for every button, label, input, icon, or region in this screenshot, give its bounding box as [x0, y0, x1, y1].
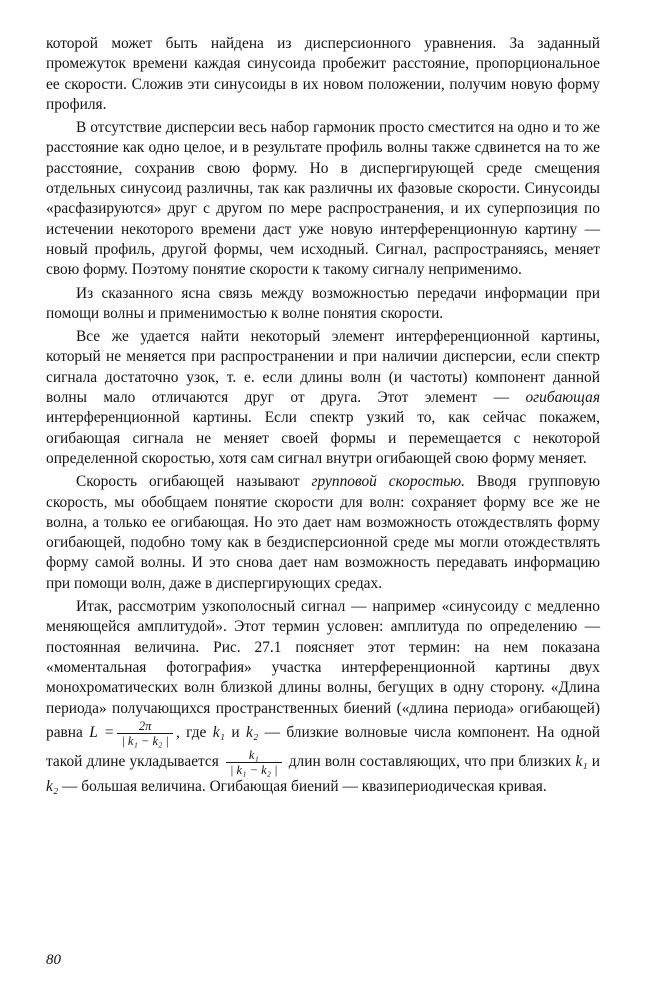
- paragraph-6-text-c: — близкие волновые числа компонент. На одной такой длине укладывается: [46, 723, 601, 770]
- paragraph-6: [46, 597, 600, 797]
- equation-lhs: L =: [89, 723, 115, 741]
- paragraph-5-text-b: Вводя групповую скорость, мы обобщаем понятие скорости для волн: сохраняет форму все же не волна, а только ее огибающая. Но это дает нам возможность отождествлять форму огибающей, подобно тому как в бездисперсионной среде мы могли отождествлять форму самой волны. И это снова дает нам возможность передавать информацию при помощи волн, даже в диспергирующих средах.: [46, 473, 601, 592]
- symbol-k2-second: k₂: [46, 777, 59, 795]
- fraction-beat-length: [117, 719, 173, 748]
- page-number: 80: [46, 952, 61, 968]
- paragraph-4-text-b: интерференционной картины. Если спектр узкий то, как сейчас покажем, огибающая сигнала не меняет своей формы и перемещается с некоторой определенной скоростью, хотя сам сигнал внутри огибающей свою форму меняет.: [46, 409, 600, 467]
- symbol-k2: k₂: [246, 723, 259, 741]
- symbol-k1: k₁: [212, 723, 225, 741]
- paragraph-6-text-b: , где: [175, 723, 213, 741]
- fraction-numerator: k₁: [248, 747, 259, 762]
- fraction-denominator: | k₁ − k₂ |: [226, 762, 282, 777]
- conjunction-and-second: и: [587, 752, 601, 770]
- conjunction-and: и: [224, 723, 246, 741]
- paragraph-6-text-a: Итак, рассмотрим узкополосный сигнал — например «синусоиду с медленно меняющейся амплитудой». Этот термин условен: амплитуда по определению — постоянная величина. Рис. 27.1 поясняет этот термин: на нем показана «моментальная фотография» участка интерференционной картины двух монохроматических волн близкой длины волны, бегущих в одну сторону. «Длина периода» получающихся пространственных биений («длина периода» огибающей) равна: [46, 598, 600, 741]
- term-envelope: огибающая: [525, 389, 600, 407]
- paragraph-6-text-d: длин волн составляющих, что при близких: [284, 752, 576, 770]
- fraction-denominator: | k₁ − k₂ |: [117, 733, 173, 748]
- equation-beat-length: [89, 718, 176, 748]
- fraction-numerator: 2π: [138, 718, 152, 733]
- paragraph-5: [46, 472, 600, 594]
- paragraph-4: [46, 327, 600, 469]
- paragraph-4-text-a: Все же удается найти некоторый элемент интерференционной картины, который не меняется при распространении и при наличии дисперсии, если спектр сигнала достаточно узок, т. е. если длины волн (и частоты) компонент данной волны мало отличаются друг от друга. Этот элемент —: [46, 328, 600, 407]
- paragraph-6-text-e: — большая величина. Огибающая биений — квазипериодическая кривая.: [58, 777, 547, 795]
- term-group-velocity: групповой скоростью.: [311, 473, 465, 491]
- paragraph-3: Из сказанного ясна связь между возможностью передачи информации при помощи волны и применимостью к волне понятия скорости.: [46, 284, 600, 322]
- paragraph-1: которой может быть найдена из дисперсионного уравнения. За заданный промежуток времени каждая синусоида пробежит расстояние, пропорциональное ее скорости. Сложив эти синусоиды в их новом положении, получим новую форму профиля.: [46, 35, 600, 113]
- paragraph-2: В отсутствие дисперсии весь набор гармоник просто сместится на одно и то же расстояние как одно целое, и в результате профиль волны также сдвинется на то же расстояние, сохранив свою форму. Но в диспергирующей среде смещения отдельных синусоид различны, так как различны их фазовые скорости. Синусоиды «расфазируются» друг с другом по мере распространения, и их суперпозиция по истечении некоторого времени даст уже новую интерференционную картину — новый профиль, другой формы, чем исходный. Сигнал, распространяясь, меняет свою форму. Поэтому понятие скорости к такому сигналу неприменимо.: [46, 119, 600, 279]
- paragraph-5-text-a: Скорость огибающей называют: [76, 473, 312, 491]
- fraction-wave-count: [226, 748, 282, 777]
- symbol-k1-second: k₁: [575, 752, 588, 770]
